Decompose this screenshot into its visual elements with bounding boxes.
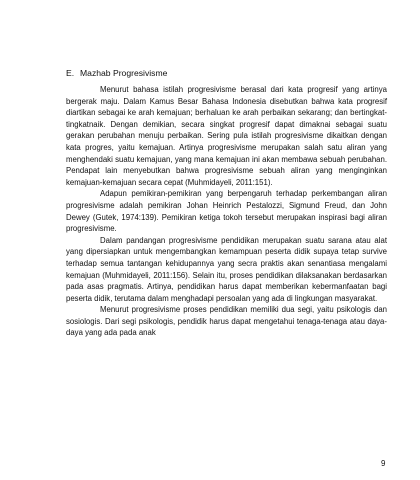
paragraph: Menurut bahasa istilah progresivisme berasal dari kata progresif yang artinya bergerak maju. Dalam Kamus Besar Bahasa Indonesia disebutkan bahwa kata progresif diartikan sebagai ke arah kemajuan; berhaluan ke arah perbaikan sekarang; dan bertingkat-tingkatnaik. Dengan demikian, secara singkat progresif dapat dimaknai sebagai suatu gerakan perubahan menuju perbaikan. Sering pula istilah progresivisme dikaitkan dengan kata progres, yaitu kemajuan. Artinya progresivisme merupakan salah satu aliran yang menghendaki suatu kemajuan, yang mana kemajuan ini akan membawa sebuah perubahan. Pendapat lain menyebutkan bahwa progresivisme sebuah aliran yang menginginkan kemajuan-kemajuan secara cepat (Muhmidayeli, 2011:151). [66, 85, 387, 187]
paragraph: Menurut progresivisme proses pendidikan memiliki dua segi, yaitu psikologis dan sosiologis. Dari segi psikologis, pendidik harus dapat mengetahui tenaga-tenaga atau daya-daya yang ada pada anak [66, 305, 387, 338]
paragraph: Adapun pemikiran-pemikiran yang berpengaruh terhadap perkembangan aliran progresivisme adalah pemikiran Johan Heinrich Pestalozzi, Sigmund Freud, dan John Dewey (Gutek, 1974:139). Pemikiran ketiga tokoh tersebut merupakan inspirasi bagi aliran progresivisme. [66, 189, 387, 234]
page-number: 9 [381, 459, 386, 468]
paragraph: Dalam pandangan progresivisme pendidikan merupakan suatu sarana atau alat yang dipersiapkan untuk mengembangkan kemampuan peserta didik supaya tetap survive terhadap semua tantangan kehidupannya yang secra praktis akan senantiasa mengalami kemajuan (Muhmidayeli, 2011:156). Selain itu, proses pendidikan dilaksanakan berdasarkan pada asas pragmatis. Artinya, pendidikan harus dapat memberikan kebermanfaatan bagi peserta didik, terutama dalam menghadapi persoalan yang ada di lingkungan masyarakat. [66, 235, 387, 303]
section-number: E. [66, 68, 75, 78]
section-title: Mazhab Progresivisme [80, 68, 168, 78]
section-heading [66, 68, 167, 79]
body-text [66, 84, 387, 339]
